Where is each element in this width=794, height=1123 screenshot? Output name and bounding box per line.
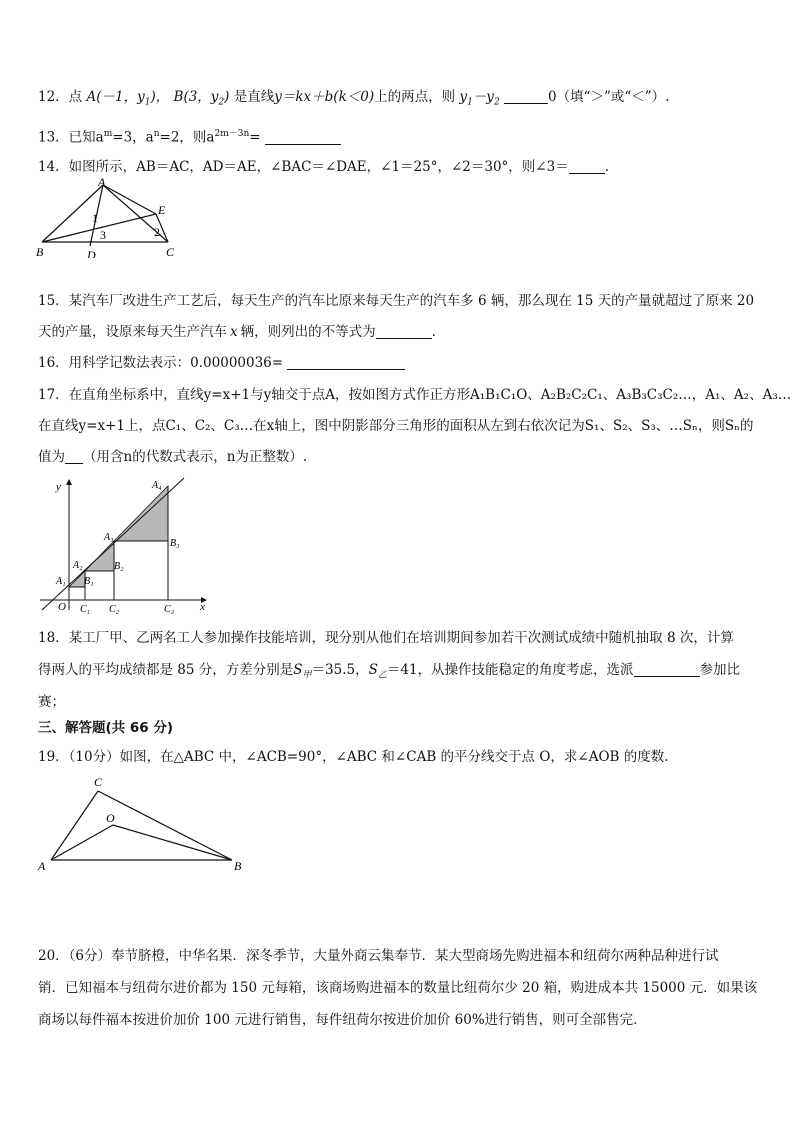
question-18-line-2 [38,660,740,686]
q18-variance-jia-symbol: $S_甲$ [293,662,312,681]
q18-answer-blank[interactable] [634,662,700,677]
fig19-label-a: A [38,859,46,873]
fig19-label-o: O [106,811,115,825]
q15-answer-blank[interactable] [376,324,432,339]
fig14-label-d: D [87,248,96,258]
question-19: 19．（10分）如图，在△ABC 中，∠ACB=90°，∠ABC 和∠CAB 的平分线交于点 O，求∠AOB 的度数. [38,749,669,765]
q12-number: 12．点 [38,89,83,105]
q13-answer-blank[interactable] [265,130,341,145]
q16-text: 16．用科学记数法表示：0.00000036= [38,355,284,371]
fig17-label-x: x [200,601,205,613]
q12-point-b: B(3，$y_2$) [173,89,230,108]
q18-text-a: 得两人的平均成绩都是 85 分，方差分别是 [38,662,294,678]
q12-point-a: A(－1，$y_1$)， [86,89,170,108]
fig14-label-c: C [166,245,175,258]
fig17-label-y: y [56,481,61,493]
q13-sup-m: m [103,129,113,139]
figure-14-triangles [30,176,190,258]
q18-variance-yi-symbol: $S_乙$ [368,662,387,681]
fig17-label-a2: A₂ [73,560,83,571]
q13-text-2: =3，a [112,129,154,146]
question-17-line-2: 在直线y=x+1上，点C₁、C₂、C₃…在x轴上，图中阴影部分三角形的面积从左到右依次记为S₁、S₂、S₃、…Sₙ，则Sₙ的 [38,418,754,434]
q17-answer-blank[interactable] [65,449,83,464]
fig19-label-b: B [234,859,242,873]
figure-19-triangle [34,774,254,874]
question-18-line-1: 18．某工厂甲、乙两名工人参加操作技能培训，现分别从他们在培训期间参加若干次测试成绩中随机抽取 8 次，计算 [38,630,734,646]
fig19-seg-ao [51,825,113,860]
q15-text-a: 天的产量，设原来每天生产汽车 [38,324,227,340]
fig17-label-c3: C₃ [164,604,175,614]
question-13 [38,124,341,148]
question-15-line-1: 15．某汽车厂改进生产工艺后，每天生产的汽车比原来每天生产的汽车多 6 辆，那么现在 15 天的产量就超过了原来 20 [38,293,755,309]
q13-text-3: =2，则a [159,129,215,146]
fig17-label-c1: C₁ [80,604,91,614]
fig19-seg-cb [98,791,232,860]
question-18-line-3: 赛； [38,694,65,710]
fig14-label-e: E [158,203,166,217]
q14-text: 14．如图所示，AB＝AC，AD＝AE，∠BAC＝∠DAE，∠1＝25°，∠2＝30°，则∠3＝ [38,159,569,175]
fig14-label-3: 3 [100,228,106,242]
q12-after-text: 上的两点，则 [374,89,456,105]
q13-text-1: 13．已知a [38,129,104,146]
fig19-label-c: C [94,775,103,789]
q16-answer-blank[interactable] [287,355,405,370]
q13-sup-n: n [153,129,160,139]
fig17-label-c2: C₂ [109,604,120,614]
fig17-label-a4: A₄ [152,480,162,491]
fig17-label-b2: B₂ [114,561,124,572]
q12-expression: $y_1-y_2$ [459,89,500,108]
question-20-line-1: 20．（6分）奉节脐橙，中华名果．深冬季节，大量外商云集奉节．某大型商场先购进福本和纽荷尔两种品种进行试 [38,948,719,964]
fig17-label-b3: B₃ [170,538,180,549]
fig17-line [42,478,184,610]
fig14-label-1: 1 [92,211,98,225]
question-20-line-2: 销．已知福本与纽荷尔进价都为 150 元每箱，该商场购进福本的数量比纽荷尔少 20 箱，购进成本共 15000 元．如果该 [38,980,758,996]
fig17-shade-s3 [114,486,168,541]
q18-text-b: 参加比 [699,662,741,678]
question-14 [38,157,609,177]
question-15-line-2 [38,322,436,342]
q18-variance-jia-value: ＝35.5， [311,662,369,678]
q17-text-b: （用含n的代数式表示，n为正整数）. [83,449,308,465]
section-3-title: 三、解答题(共 66 分) [38,720,174,736]
fig17-label-o: O [58,601,66,613]
q15-text-b: 辆，则列出的不等式为 [240,324,376,340]
q13-sup-exponent: 2m－3n [214,129,250,139]
q12-mid-text: 是直线 [233,89,275,105]
question-17-line-3 [38,447,307,467]
fig14-seg-be [42,214,156,242]
q18-variance-yi-value: ＝41，从操作技能稳定的角度考虑，选派 [386,662,634,678]
q12-tail-text: 0（填“＞”或“＜”）. [547,89,670,105]
question-12 [38,87,669,113]
q13-text-4: = [249,129,261,146]
fig14-label-2: 2 [154,225,160,239]
fig14-label-b: B [36,245,44,258]
q12-answer-blank[interactable] [504,89,548,104]
q12-line-equation: y＝kx＋b(k＜0) [274,89,375,105]
fig17-square-1 [69,587,85,600]
fig17-label-b1: B₁ [84,576,94,587]
fig17-shade-s1 [69,571,85,587]
q14-answer-blank[interactable] [569,159,605,174]
fig19-seg-ob [113,825,232,860]
q14-end: . [604,159,610,175]
fig19-seg-ac [51,791,98,860]
q15-end: . [431,324,436,340]
fig17-label-a3: A₃ [104,532,114,543]
question-17-line-1: 17．在直角坐标系中，直线y=x+1与y轴交于点A，按如图方式作正方形A₁B₁C₁O、A₂B₂C₂C₁、A₃B₃C₃C₂…，A₁、A₂、A₃… [38,387,792,403]
q15-var-x: x [230,324,238,340]
question-20-line-3: 商场以每件福本按进价加价 100 元进行销售，每件纽荷尔按进价加价 60%进行销售，则可全部售完． [38,1012,647,1028]
question-16 [38,353,405,373]
q17-text-a: 值为 [38,449,65,465]
figure-17-squares [34,474,214,614]
fig14-seg-ae [103,185,156,214]
fig17-label-a1: A₁ [56,576,66,587]
fig14-label-a: A [98,176,106,189]
